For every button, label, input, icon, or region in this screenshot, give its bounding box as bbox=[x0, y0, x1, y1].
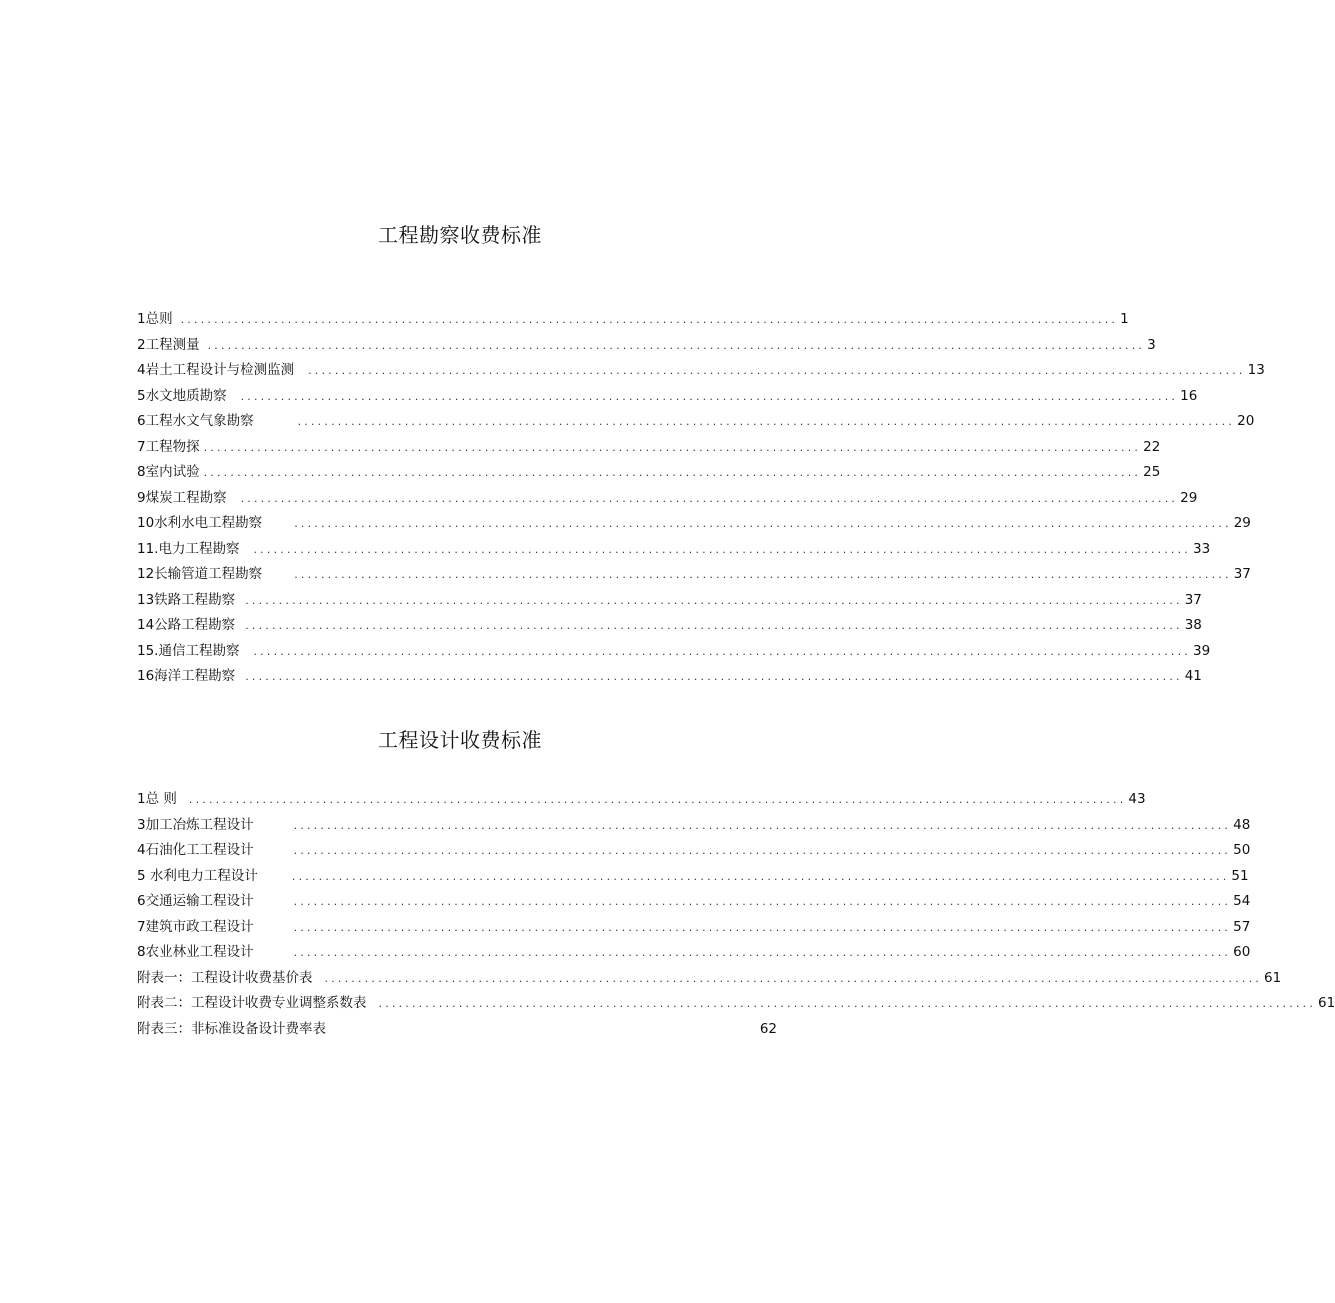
toc-entry-label: 8农业林业工程设计 bbox=[137, 944, 254, 960]
toc-entry[interactable] bbox=[137, 309, 1129, 335]
toc-entry-page: 61 bbox=[1318, 995, 1335, 1011]
toc-entry-page: 43 bbox=[1128, 791, 1146, 807]
dot-leader: ............................................................................................................................................ bbox=[297, 415, 1236, 428]
toc-entry-page: 50 bbox=[1233, 842, 1251, 858]
toc-entry-label: 10水利水电工程勘察 bbox=[137, 515, 263, 531]
dot-leader: ............................................................................................................................................ bbox=[203, 440, 1142, 454]
toc-entry[interactable] bbox=[137, 437, 1161, 463]
toc-entry-label: 4石油化工工程设计 bbox=[137, 842, 254, 858]
toc-entry[interactable] bbox=[137, 564, 1251, 590]
dot-leader: ............................................................................................................................................ bbox=[245, 593, 1183, 607]
toc-entry[interactable] bbox=[137, 815, 1251, 841]
toc-entry-label: 16海洋工程勘察 bbox=[137, 668, 236, 684]
toc-entry-page: 57 bbox=[1233, 918, 1251, 935]
toc-entry-label: 1总 则 bbox=[137, 791, 177, 807]
toc-entry-page: 29 bbox=[1180, 489, 1198, 506]
toc-entry-label: 6交通运输工程设计 bbox=[137, 893, 254, 909]
toc-entry-page: 48 bbox=[1233, 816, 1251, 833]
design-section-title: 工程设计收费标准 bbox=[378, 728, 542, 752]
toc-entry-label: 附表三：非标准设备设计费率表 bbox=[137, 1020, 326, 1037]
dot-leader: ............................................................................................................................................ bbox=[240, 491, 1179, 505]
toc-entry[interactable] bbox=[137, 539, 1211, 565]
dot-leader: ............................................................................................................................................ bbox=[293, 946, 1232, 959]
dot-leader: ............................................................................................................................................ bbox=[253, 644, 1192, 658]
toc-entry-page: 60 bbox=[1233, 944, 1251, 960]
toc-entry[interactable] bbox=[137, 488, 1198, 514]
toc-entry[interactable] bbox=[137, 968, 1282, 994]
dot-leader: ............................................................................................................................................ bbox=[308, 364, 1246, 377]
dot-leader: ............................................................................................................................................ bbox=[207, 338, 1146, 352]
design-toc-list bbox=[137, 789, 1335, 1044]
toc-entry-label: 7建筑市政工程设计 bbox=[137, 918, 254, 935]
toc-entry-page: 62 bbox=[759, 1020, 777, 1037]
dot-leader: ............................................................................................................................................ bbox=[324, 971, 1263, 985]
dot-leader: ............................................................................................................................................ bbox=[293, 844, 1232, 857]
dot-leader: ............................................................................................................................................ bbox=[203, 466, 1142, 479]
toc-entry[interactable] bbox=[137, 866, 1249, 892]
toc-entry-page: 38 bbox=[1184, 617, 1202, 633]
toc-entry-page: 37 bbox=[1184, 591, 1202, 608]
survey-toc-list bbox=[137, 309, 1265, 692]
toc-entry[interactable] bbox=[137, 590, 1202, 616]
toc-entry-page: 16 bbox=[1180, 387, 1198, 404]
toc-entry-page: 13 bbox=[1247, 362, 1265, 378]
toc-entry-label: 5 水利电力工程设计 bbox=[137, 867, 258, 884]
toc-entry-page: 29 bbox=[1233, 515, 1251, 531]
dot-leader: ............................................................................................................................................ bbox=[245, 670, 1183, 683]
toc-entry-page: 41 bbox=[1184, 668, 1202, 684]
toc-entry-label: 5水文地质勘察 bbox=[137, 387, 227, 404]
dot-leader: ............................................................................................................................................ bbox=[245, 619, 1183, 632]
toc-entry[interactable] bbox=[137, 335, 1156, 361]
toc-entry-label: 9煤炭工程勘察 bbox=[137, 489, 227, 506]
toc-entry-label: 7工程物探 bbox=[137, 438, 200, 455]
toc-entry-page: 1 bbox=[1120, 311, 1129, 327]
toc-entry[interactable] bbox=[137, 1019, 777, 1045]
dot-leader: ............................................................................................................................................ bbox=[294, 568, 1232, 581]
toc-entry-label: 附表二：工程设计收费专业调整系数表 bbox=[137, 995, 367, 1011]
toc-entry-label: 8室内试验 bbox=[137, 464, 200, 480]
toc-entry-page: 39 bbox=[1193, 642, 1211, 659]
toc-entry-page: 20 bbox=[1237, 413, 1255, 429]
toc-entry-page: 51 bbox=[1231, 867, 1249, 884]
toc-entry-label: 6工程水文气象勘察 bbox=[137, 413, 254, 429]
toc-entry[interactable] bbox=[137, 411, 1255, 437]
dot-leader: ............................................................................................................................................ bbox=[180, 313, 1119, 326]
toc-entry-page: 3 bbox=[1147, 336, 1156, 353]
toc-entry-page: 61 bbox=[1264, 969, 1282, 986]
toc-entry[interactable] bbox=[137, 840, 1251, 866]
dot-leader: ............................................................................................................................................ bbox=[188, 793, 1127, 806]
toc-entry-label: 1总则 bbox=[137, 311, 173, 327]
dot-leader: ............................................................................................................................................ bbox=[293, 895, 1232, 908]
toc-entry-label: 15.通信工程勘察 bbox=[137, 642, 240, 659]
toc-entry-label: 13铁路工程勘察 bbox=[137, 591, 236, 608]
dot-leader: ............................................................................................................................................ bbox=[293, 818, 1232, 832]
toc-entry[interactable] bbox=[137, 386, 1198, 412]
dot-leader: ............................................................................................................................................ bbox=[253, 542, 1192, 556]
toc-entry-page: 25 bbox=[1143, 464, 1161, 480]
toc-entry[interactable] bbox=[137, 942, 1251, 968]
dot-leader: ............................................................................................................................................ bbox=[240, 389, 1179, 403]
dot-leader: ............................................................................................................................................ bbox=[294, 517, 1232, 530]
toc-entry[interactable] bbox=[137, 666, 1202, 692]
dot-leader: ............................................................................................................................................ bbox=[293, 920, 1232, 934]
toc-entry-label: 4岩土工程设计与检测监测 bbox=[137, 362, 295, 378]
toc-entry-page: 37 bbox=[1233, 566, 1251, 582]
dot-leader: ............................................................................................................................................ bbox=[378, 997, 1317, 1010]
survey-section-title: 工程勘察收费标准 bbox=[378, 223, 542, 247]
toc-entry[interactable] bbox=[137, 917, 1251, 943]
toc-entry-page: 54 bbox=[1233, 893, 1251, 909]
toc-entry-label: 2工程测量 bbox=[137, 336, 200, 353]
toc-entry-label: 3加工冶炼工程设计 bbox=[137, 816, 254, 833]
toc-entry[interactable] bbox=[137, 462, 1161, 488]
toc-entry[interactable] bbox=[137, 641, 1211, 667]
toc-entry[interactable] bbox=[137, 891, 1251, 917]
toc-entry[interactable] bbox=[137, 789, 1146, 815]
toc-entry[interactable] bbox=[137, 513, 1251, 539]
toc-entry-label: 11.电力工程勘察 bbox=[137, 540, 240, 557]
toc-entry-page: 22 bbox=[1143, 438, 1161, 455]
toc-entry[interactable] bbox=[137, 993, 1335, 1019]
toc-entry-label: 12长输管道工程勘察 bbox=[137, 566, 263, 582]
dot-leader: ............................................................................................................................................ bbox=[291, 869, 1230, 883]
toc-entry[interactable] bbox=[137, 615, 1202, 641]
toc-entry-label: 附表一：工程设计收费基价表 bbox=[137, 969, 313, 986]
toc-entry[interactable] bbox=[137, 360, 1265, 386]
toc-entry-label: 14公路工程勘察 bbox=[137, 617, 236, 633]
toc-entry-page: 33 bbox=[1193, 540, 1211, 557]
